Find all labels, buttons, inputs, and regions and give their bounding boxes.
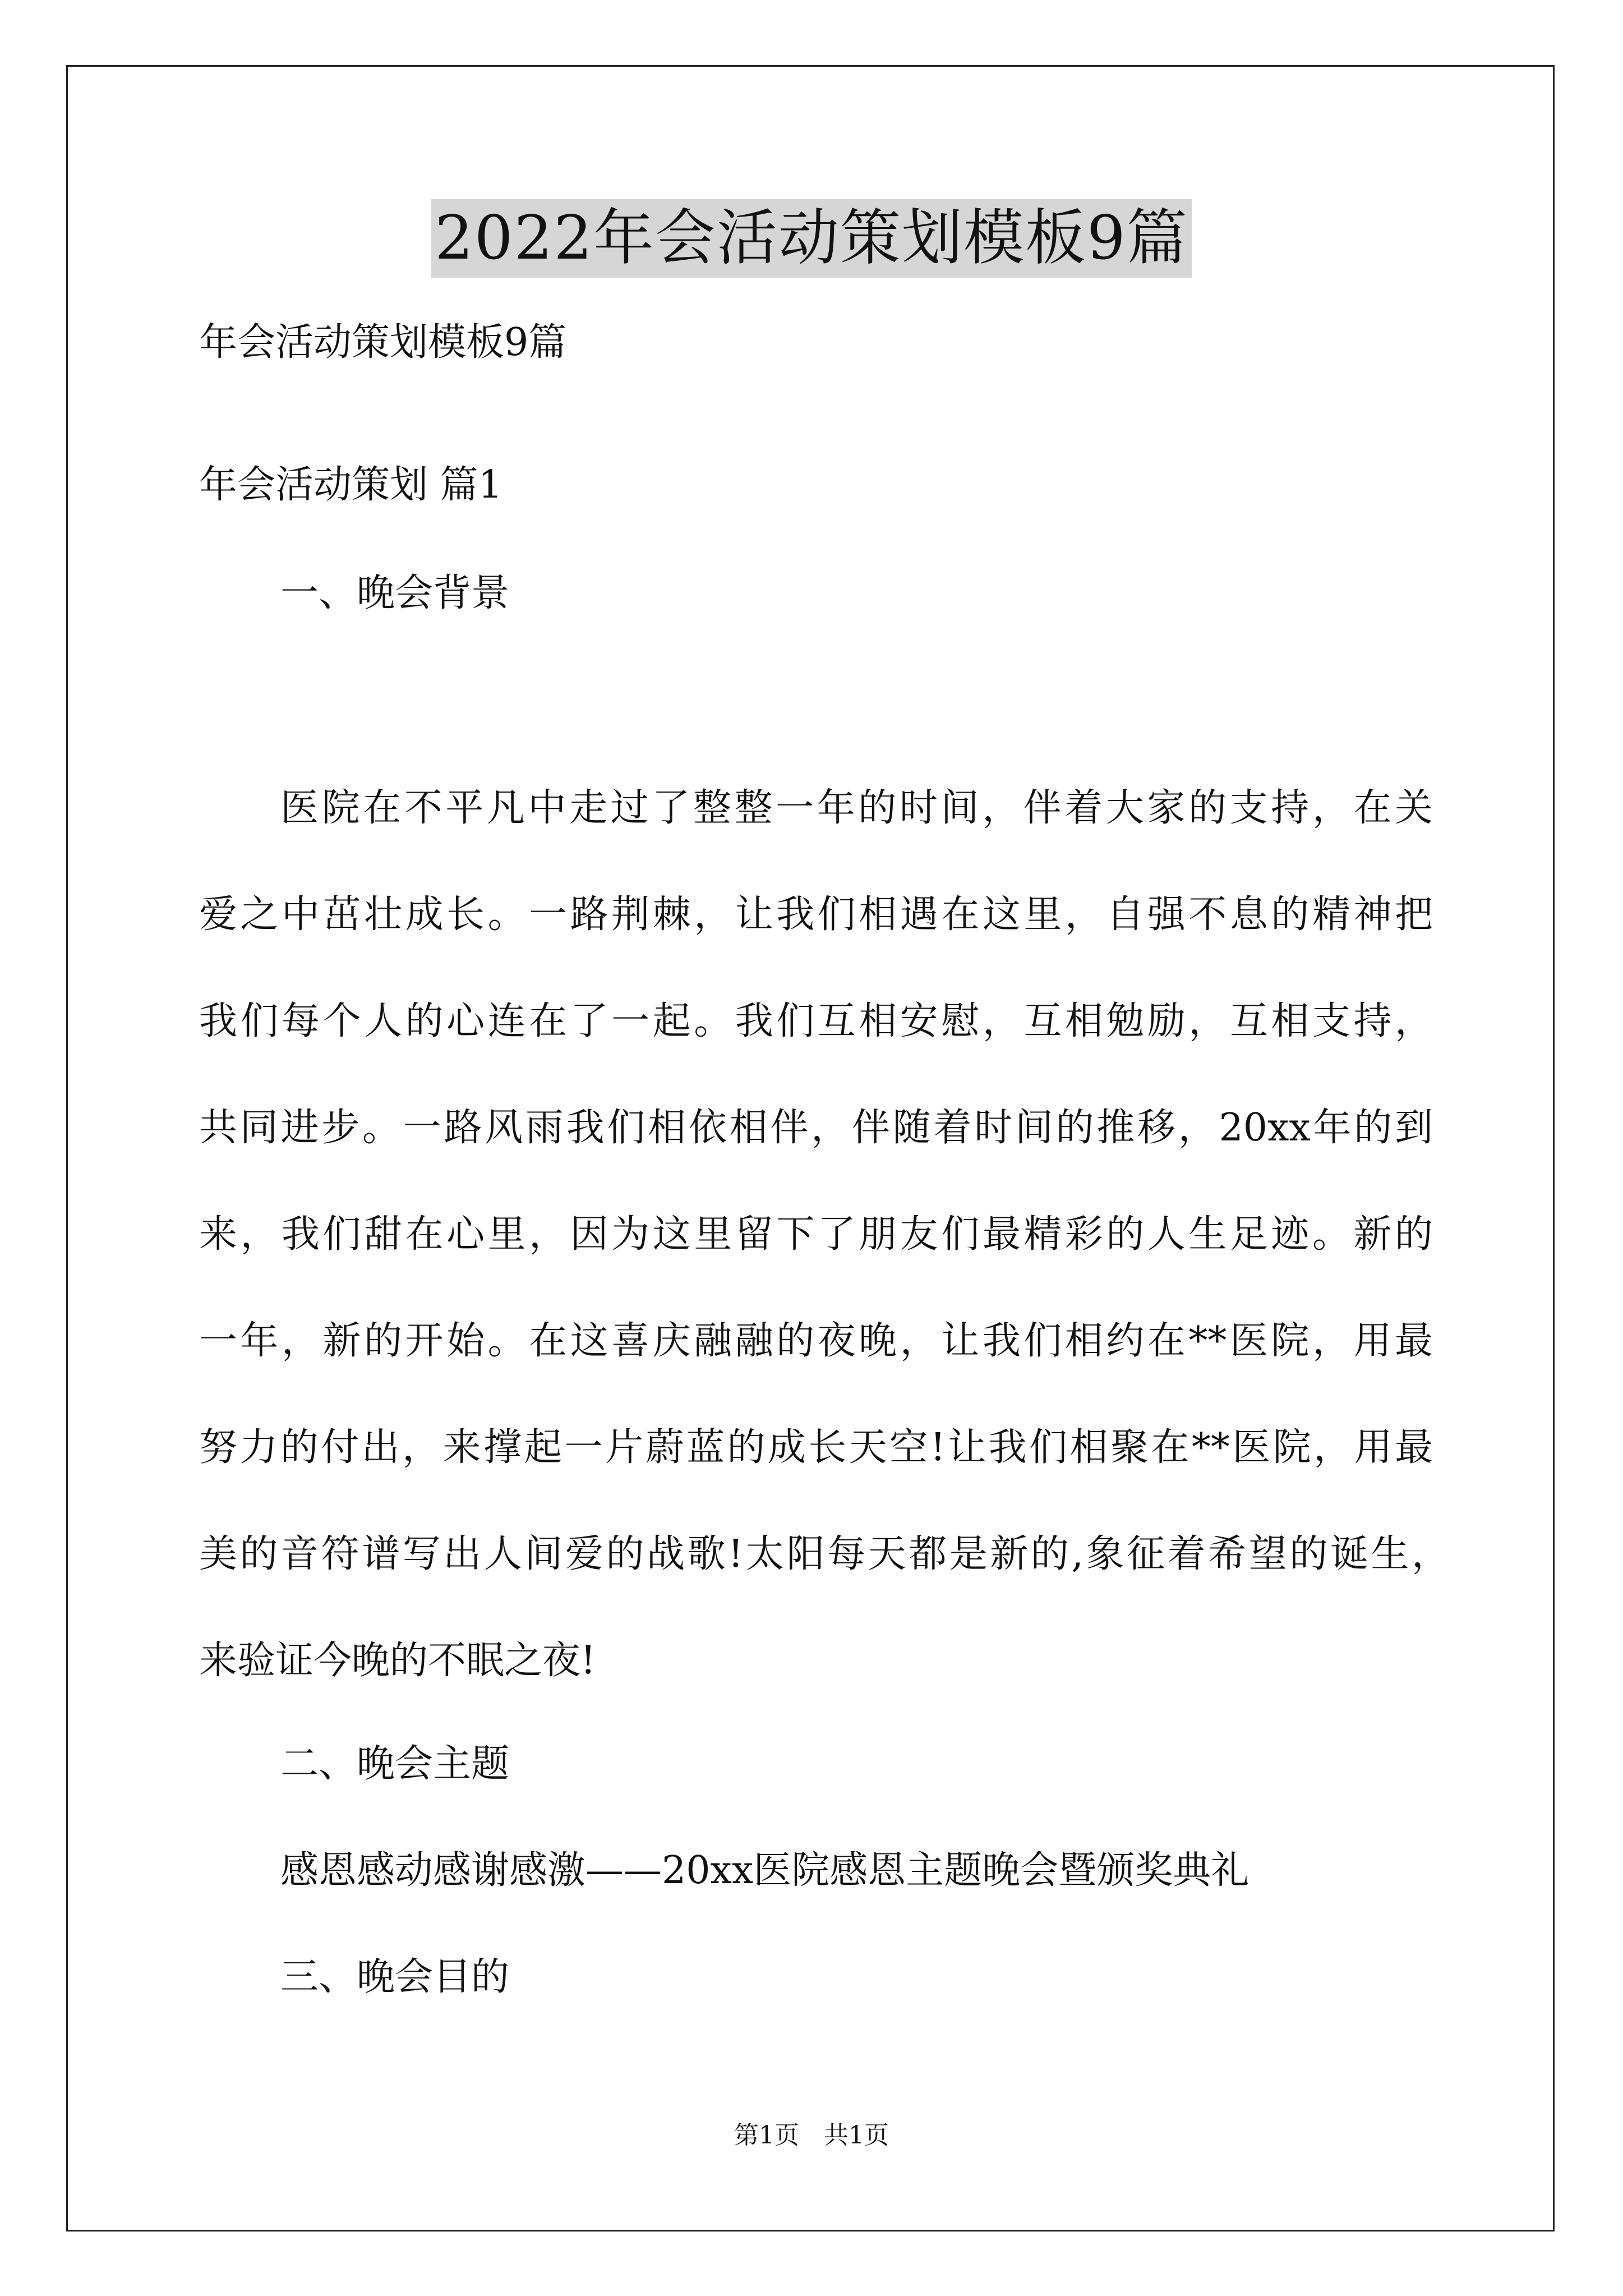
page-footer: 第1页 共1页 (734, 2121, 889, 2150)
paragraph-line: 美的音符谱写出人间爱的战歌!太阳每天都是新的,象征着希望的诞生， (199, 1532, 1450, 1576)
section-heading: 年会活动策划 篇1 (199, 463, 502, 507)
document-subtitle: 年会活动策划模板9篇 (199, 320, 567, 365)
theme-text: 感恩感动感谢感激——20xx医院感恩主题晚会暨颁奖典礼 (280, 1848, 1249, 1893)
paragraph-line: 一年，新的开始。在这喜庆融融的夜晚，让我们相约在**医院，用最 (199, 1319, 1433, 1363)
heading-theme: 二、晚会主题 (280, 1742, 510, 1786)
title-container (0, 199, 1623, 278)
paragraph-line: 我们每个人的心连在了一起。我们互相安慰，互相勉励，互相支持， (199, 999, 1433, 1043)
heading-purpose: 三、晚会目的 (280, 1955, 510, 1999)
paragraph-line: 来验证今晚的不眠之夜! (199, 1639, 596, 1683)
paragraph-line: 医院在不平凡中走过了整整一年的时间，伴着大家的支持，在关 (280, 786, 1433, 830)
document-title: 2022年会活动策划模板9篇 (431, 199, 1192, 278)
paragraph-line: 爱之中茁壮成长。一路荆棘，让我们相遇在这里，自强不息的精神把 (199, 892, 1433, 937)
paragraph-line: 努力的付出，来撑起一片蔚蓝的成长天空!让我们相聚在**医院，用最 (199, 1425, 1433, 1470)
paragraph-line: 共同进步。一路风雨我们相依相伴，伴随着时间的推移，20xx年的到 (199, 1106, 1433, 1150)
paragraph-line: 来，我们甜在心里，因为这里留下了朋友们最精彩的人生足迹。新的 (199, 1212, 1433, 1257)
heading-background: 一、晚会背景 (280, 571, 510, 615)
